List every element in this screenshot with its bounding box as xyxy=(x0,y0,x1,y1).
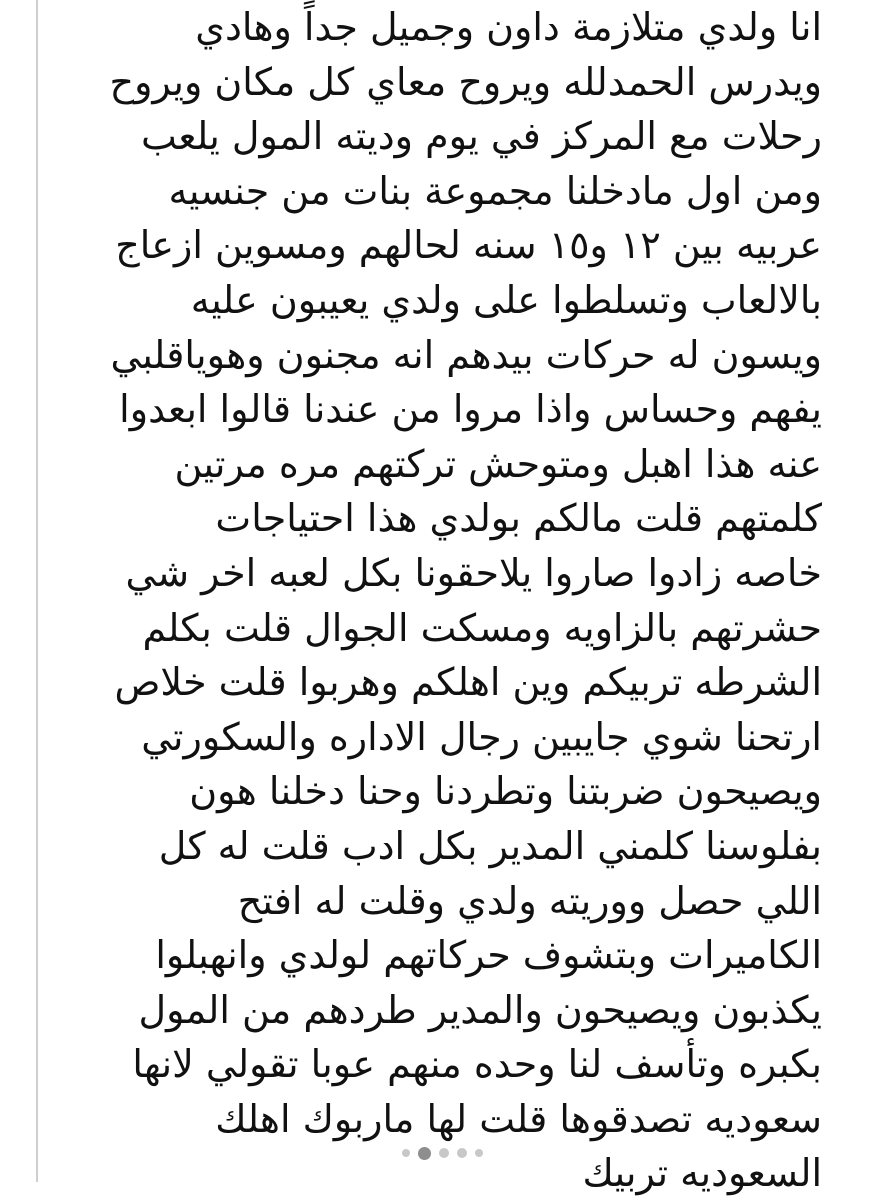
message-line: اللي حصل ووريته ولدي وقلت له افتح xyxy=(237,878,822,923)
message-line: بالالعاب وتسلطوا على ولدي يعيبون عليه xyxy=(190,277,822,322)
page-dot-active[interactable] xyxy=(418,1147,431,1160)
message-line: ويصيحون ضربتنا وتطردنا وحنا دخلنا هون xyxy=(189,769,822,814)
page-dot[interactable] xyxy=(402,1149,410,1157)
message-line: الشرطه تربيكم وين اهلكم وهربوا قلت خلاص xyxy=(114,660,822,705)
page-indicator[interactable] xyxy=(402,1144,522,1162)
message-line: كلمتهم قلت مالكم بولدي هذا احتياجات xyxy=(215,496,822,541)
message-text xyxy=(62,0,822,1201)
message-line: السعوديه تربيك xyxy=(582,1151,822,1196)
message-line: بكبره وتأسف لنا وحده منهم عوبا تقولي لانها xyxy=(132,1042,822,1087)
message-line: حشرتهم بالزاويه ومسكت الجوال قلت بكلم xyxy=(142,605,822,650)
left-divider-line xyxy=(36,0,38,1182)
message-line: عربيه بين ١٢ و١٥ سنه لحالهم ومسوين ازعاج xyxy=(115,223,822,268)
message-line: ويدرس الحمدلله ويروح معاي كل مكان ويروح xyxy=(109,59,822,104)
message-line: ومن اول مادخلنا مجموعة بنات من جنسيه xyxy=(168,168,822,213)
page-dot[interactable] xyxy=(457,1148,467,1158)
message-line: يفهم وحساس واذا مروا من عندنا قالوا ابعدوا xyxy=(119,387,822,432)
message-line: رحلات مع المركز في يوم وديته المول يلعب xyxy=(141,114,822,159)
message-line: يكذبون ويصيحون والمدير طردهم من المول xyxy=(138,987,822,1032)
message-line: سعوديه تصدقوها قلت لها ماربوك اهلك xyxy=(215,1096,822,1141)
page-dot[interactable] xyxy=(475,1149,483,1157)
message-line: انا ولدي متلازمة داون وجميل جداً وهادي xyxy=(195,5,822,49)
message-line: ارتحنا شوي جايبين رجال الاداره والسكورتي xyxy=(141,714,822,759)
message-line: ويسون له حركات بيدهم انه مجنون وهوياقلبي xyxy=(110,332,822,377)
message-line: عنه هذا اهبل ومتوحش تركتهم مره مرتين xyxy=(174,441,822,486)
message-line: خاصه زادوا صاروا يلاحقونا بكل لعبه اخر شي xyxy=(125,550,822,595)
page-dot[interactable] xyxy=(439,1148,449,1158)
message-line: الكاميرات وبتشوف حركاتهم لولدي وانهبلوا xyxy=(155,933,822,978)
message-line: بفلوسنا كلمني المدير بكل ادب قلت له كل xyxy=(158,823,822,868)
